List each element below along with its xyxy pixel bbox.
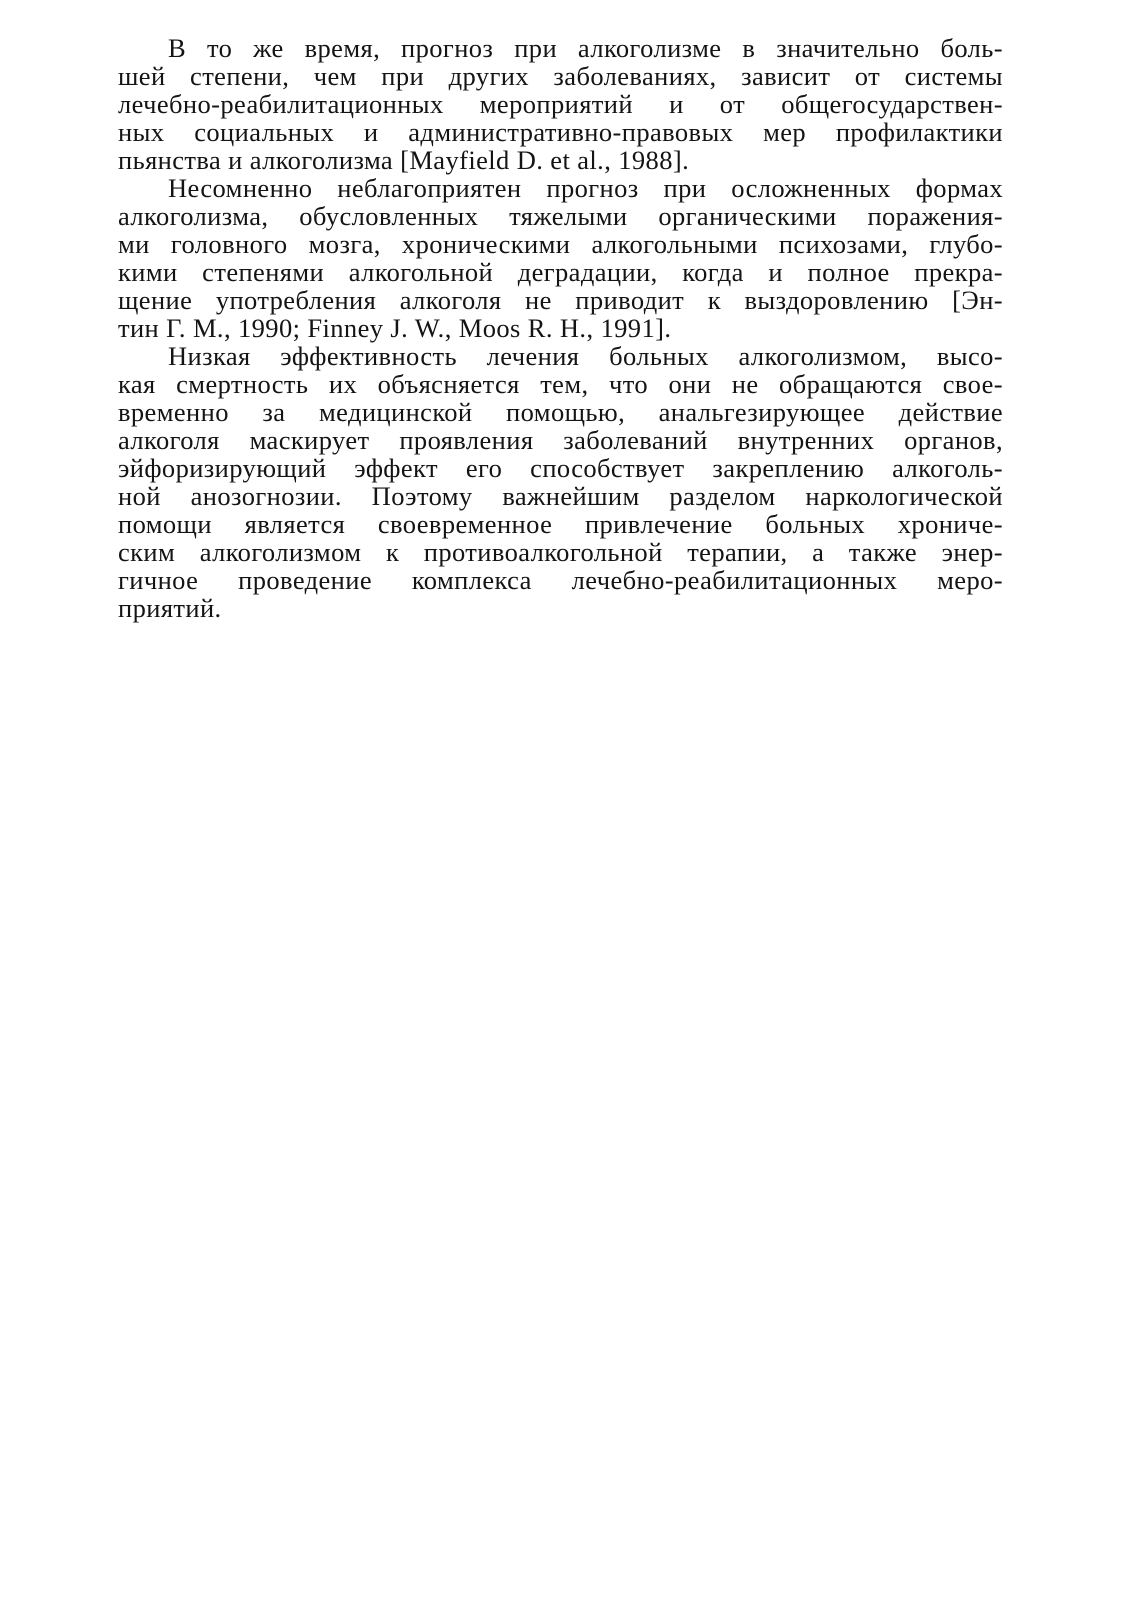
text-line: алкоголя маскирует проявления заболеваний внутренних органов,	[118, 425, 1003, 455]
text-line: гичное проведение комплекса лечебно-реабилитационных меро-	[118, 565, 1003, 595]
paragraph-2	[118, 174, 1003, 342]
text-line: ных социальных и административно-правовых мер профилактики	[118, 117, 1003, 147]
body-text	[118, 34, 1003, 622]
paragraph-3	[118, 342, 1003, 622]
text-line: шей степени, чем при других заболеваниях, зависит от системы	[118, 61, 1003, 91]
text-line: Несомненно неблагоприятен прогноз при осложненных формах	[168, 173, 1003, 203]
text-line: алкоголизма, обусловленных тяжелыми органическими поражения-	[118, 201, 1003, 231]
text-line: кими степенями алкогольной деградации, когда и полное прекра-	[118, 257, 1003, 287]
text-line: приятий.	[118, 593, 222, 623]
text-line: щение употребления алкоголя не приводит к выздоровлению [Эн-	[118, 285, 1003, 315]
text-line: лечебно-реабилитационных мероприятий и от общегосударствен-	[118, 89, 1003, 119]
text-line: временно за медицинской помощью, анальгезирующее действие	[118, 397, 1003, 427]
text-line: тин Г. М., 1990; Finney J. W., Moos R. H., 1991].	[118, 313, 672, 343]
text-line: В то же время, прогноз при алкоголизме в значительно боль-	[168, 33, 1003, 63]
paragraph-1	[118, 34, 1003, 174]
text-line: помощи является своевременное привлечение больных хрониче-	[118, 509, 1003, 539]
text-line: Низкая эффективность лечения больных алкоголизмом, высо-	[168, 341, 1003, 371]
text-line: ной анозогнозии. Поэтому важнейшим разделом наркологической	[118, 481, 1003, 511]
text-line: ским алкоголизмом к противоалкогольной терапии, а также энер-	[118, 537, 1003, 567]
text-line: ми головного мозга, хроническими алкогольными психозами, глубо-	[118, 229, 1003, 259]
text-line: пьянства и алкоголизма [Mayfield D. et al., 1988].	[118, 145, 690, 175]
text-line: кая смертность их объясняется тем, что они не обращаются свое-	[118, 369, 1003, 399]
text-line: эйфоризирующий эффект его способствует закреплению алкоголь-	[118, 453, 1003, 483]
